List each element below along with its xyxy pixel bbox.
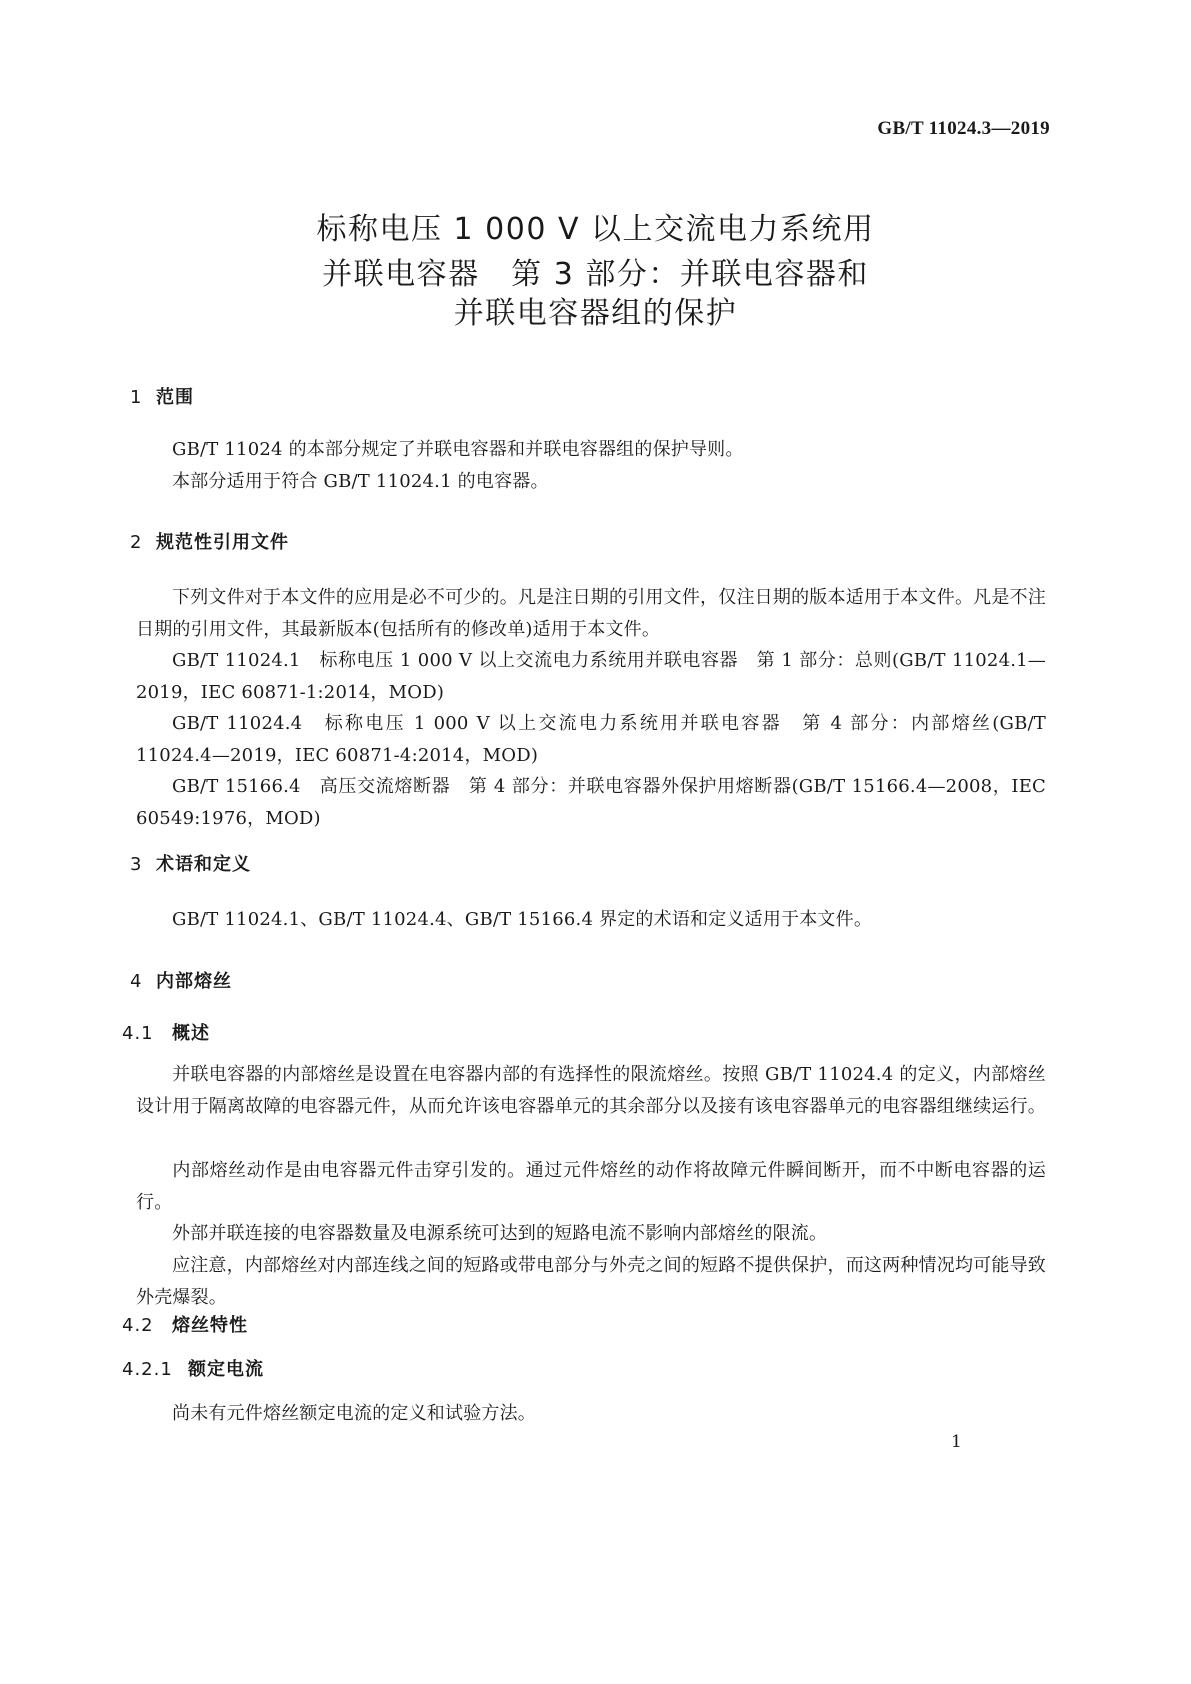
paragraph: GB/T 11024.1、GB/T 11024.4、GB/T 15166.4 界定的术语和定义适用于本文件。 (172, 909, 873, 930)
reference-item: GB/T 11024.1 标称电压 1 000 V 以上交流电力系统用并联电容器 第 1 部分：总则(GB/T 11024.1—2019，IEC 60871-1:2014，MOD) (136, 650, 1046, 703)
section-2-heading (130, 528, 289, 554)
doc-title-line-3: 并联电容器组的保护 (453, 296, 738, 331)
page-number: 1 (951, 1432, 962, 1452)
section-4-1-heading (122, 1019, 210, 1045)
section-1-heading (130, 383, 194, 409)
section-number: 1 (130, 387, 143, 408)
paragraph: 尚未有元件熔丝额定电流的定义和试验方法。 (172, 1403, 536, 1424)
section-title: 熔丝特性 (172, 1315, 248, 1336)
paragraph: 应注意，内部熔丝对内部连线之间的短路或带电部分与外壳之间的短路不提供保护，而这两种情况均可能导致外壳爆裂。 (136, 1255, 1046, 1308)
section-title: 范围 (156, 387, 194, 408)
paragraph: 下列文件对于本文件的应用是必不可少的。凡是注日期的引用文件，仅注日期的版本适用于本文件。凡是不注日期的引用文件，其最新版本(包括所有的修改单)适用于本文件。 (136, 587, 1046, 640)
paragraph: 内部熔丝动作是由电容器元件击穿引发的。通过元件熔丝的动作将故障元件瞬间断开，而不中断电容器的运行。 (136, 1160, 1046, 1213)
section-number: 4.2.1 (122, 1359, 173, 1380)
doc-title-line-2: 并联电容器 第 3 部分：并联电容器和 (322, 257, 869, 292)
doc-title-line-1: 标称电压 1 000 V 以上交流电力系统用 (316, 212, 875, 247)
paragraph: 本部分适用于符合 GB/T 11024.1 的电容器。 (172, 471, 549, 492)
section-number: 4.1 (122, 1023, 154, 1044)
section-title: 术语和定义 (156, 854, 251, 875)
standard-code: GB/T 11024.3—2019 (877, 118, 1050, 139)
section-number: 4 (130, 971, 143, 992)
section-4-2-heading (122, 1311, 248, 1337)
paragraph: 并联电容器的内部熔丝是设置在电容器内部的有选择性的限流熔丝。按照 GB/T 11024.4 的定义，内部熔丝设计用于隔离故障的电容器元件，从而允许该电容器单元的其余部分以及接有该电容器单元的电容器组继续运行。 (136, 1064, 1046, 1117)
section-4-2-1-heading (122, 1355, 264, 1381)
section-4-heading (130, 967, 232, 993)
reference-item: GB/T 15166.4 高压交流熔断器 第 4 部分：并联电容器外保护用熔断器(GB/T 15166.4—2008，IEC 60549:1976，MOD) (136, 776, 1046, 829)
paragraph: 外部并联连接的电容器数量及电源系统可达到的短路电流不影响内部熔丝的限流。 (172, 1223, 828, 1244)
paragraph: GB/T 11024 的本部分规定了并联电容器和并联电容器组的保护导则。 (172, 439, 744, 460)
section-number: 2 (130, 532, 143, 553)
section-title: 内部熔丝 (156, 971, 232, 992)
section-3-heading (130, 850, 251, 876)
section-number: 4.2 (122, 1315, 154, 1336)
section-title: 概述 (172, 1023, 210, 1044)
section-title: 规范性引用文件 (156, 532, 289, 553)
section-title: 额定电流 (188, 1359, 264, 1380)
reference-item: GB/T 11024.4 标称电压 1 000 V 以上交流电力系统用并联电容器 第 4 部分：内部熔丝(GB/T 11024.4—2019，IEC 60871-4:2014，MOD) (136, 713, 1046, 766)
section-number: 3 (130, 854, 143, 875)
